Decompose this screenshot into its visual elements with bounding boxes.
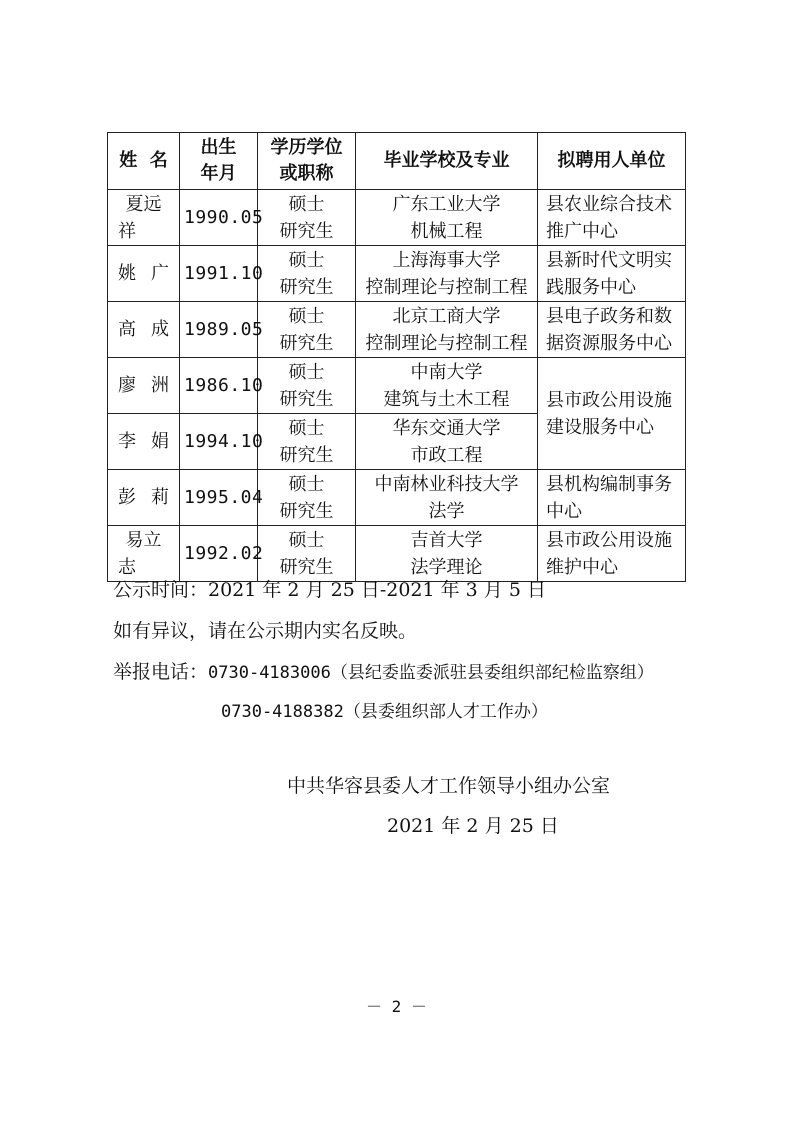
school-name: 吉首大学 [410,529,483,551]
degree-line2: 研究生 [279,220,334,242]
cell-school [356,526,538,582]
table-row [108,302,686,358]
degree-line2: 研究生 [279,332,334,354]
school-major: 建筑与土木工程 [383,388,510,410]
notice-period: 公示时间：2021 年 2 月 25 日-2021 年 3 月 5 日 [113,579,546,601]
phone-number-2: 0730-4188382（县委组织部人才工作办） [221,702,548,722]
degree-line2: 研究生 [279,556,334,578]
school-name: 华东交通大学 [392,417,501,439]
cell-school [356,190,538,246]
school-major: 市政工程 [410,444,483,466]
unit-line1: 县市政公用设施 [546,529,672,551]
phone-label: 举报电话： [113,661,209,683]
header-school: 毕业学校及专业 [356,133,538,190]
cell-name: 高成 [108,302,180,358]
cell-unit [538,190,686,246]
unit-line2: 践服务中心 [546,276,636,298]
header-birth [180,133,258,190]
table-row [108,190,686,246]
unit-line1: 县机构编制事务 [546,473,672,495]
header-degree-line1: 学历学位 [270,137,343,158]
school-name: 广东工业大学 [392,193,501,215]
school-name: 中南林业科技大学 [374,473,519,495]
cell-name: 姚广 [108,246,180,302]
header-name: 姓 名 [108,133,180,190]
signature-date: 2021 年 2 月 25 日 [387,815,559,837]
degree-line1: 硕士 [288,193,325,215]
header-degree-line2: 或职称 [279,163,334,184]
cell-school [356,470,538,526]
unit-line2: 维护中心 [546,556,618,578]
degree-line1: 硕士 [288,417,325,439]
school-major: 法学 [428,500,465,522]
cell-school [356,302,538,358]
cell-name: 廖洲 [108,358,180,414]
cell-unit [538,246,686,302]
school-name: 中南大学 [410,361,483,383]
unit-line2: 中心 [546,500,582,522]
header-degree [258,133,356,190]
cell-unit [538,302,686,358]
cell-degree [258,414,356,470]
cell-unit [538,470,686,526]
notice-objection: 如有异议，请在公示期内实名反映。 [113,620,418,642]
table-row [108,470,686,526]
degree-line1: 硕士 [288,361,325,383]
cell-degree [258,190,356,246]
cell-school [356,414,538,470]
cell-school [356,246,538,302]
school-major: 机械工程 [410,220,483,242]
degree-line1: 硕士 [288,249,325,271]
cell-unit-merged [538,358,686,470]
unit-line2: 据资源服务中心 [546,332,672,354]
cell-unit [538,526,686,582]
page-number: － 2 － [366,997,427,1016]
unit-line2: 建设服务中心 [546,416,654,438]
unit-line1: 县电子政务和数 [546,305,672,327]
unit-line1: 县新时代文明实 [546,249,672,271]
cell-birth: 1992.02 [180,526,258,582]
degree-line2: 研究生 [279,444,334,466]
cell-degree [258,526,356,582]
cell-school [356,358,538,414]
degree-line2: 研究生 [279,388,334,410]
school-name: 上海海事大学 [392,249,501,271]
cell-name: 夏远祥 [108,190,180,246]
header-birth-line2: 年月 [200,163,237,184]
school-major: 控制理论与控制工程 [365,332,528,354]
table-row [108,526,686,582]
phone-number-1: 0730-4183006（县纪委监委派驻县委组织部纪检监察组） [208,663,654,683]
cell-birth: 1994.10 [180,414,258,470]
cell-degree [258,302,356,358]
cell-name: 彭莉 [108,470,180,526]
degree-line1: 硕士 [288,305,325,327]
cell-birth: 1986.10 [180,358,258,414]
cell-birth: 1989.05 [180,302,258,358]
cell-birth: 1991.10 [180,246,258,302]
table-row [108,246,686,302]
school-major: 法学理论 [410,556,483,578]
cell-degree [258,470,356,526]
degree-line2: 研究生 [279,500,334,522]
cell-degree [258,358,356,414]
unit-line2: 推广中心 [546,220,618,242]
cell-name: 易立志 [108,526,180,582]
table-row [108,358,686,414]
unit-line1: 县农业综合技术 [546,193,672,215]
unit-line1: 县市政公用设施 [546,389,672,411]
header-birth-line1: 出生 [200,137,237,158]
cell-birth: 1990.05 [180,190,258,246]
cell-degree [258,246,356,302]
candidate-table [107,132,686,582]
degree-line1: 硕士 [288,473,325,495]
cell-birth: 1995.04 [180,470,258,526]
degree-line2: 研究生 [279,276,334,298]
school-name: 北京工商大学 [392,305,501,327]
cell-name: 李娟 [108,414,180,470]
signature-org: 中共华容县委人才工作领导小组办公室 [287,775,611,797]
school-major: 控制理论与控制工程 [365,276,528,298]
table-header-row [108,133,686,190]
header-unit: 拟聘用人单位 [538,133,686,190]
notice-phone-row [113,657,654,684]
degree-line1: 硕士 [288,529,325,551]
